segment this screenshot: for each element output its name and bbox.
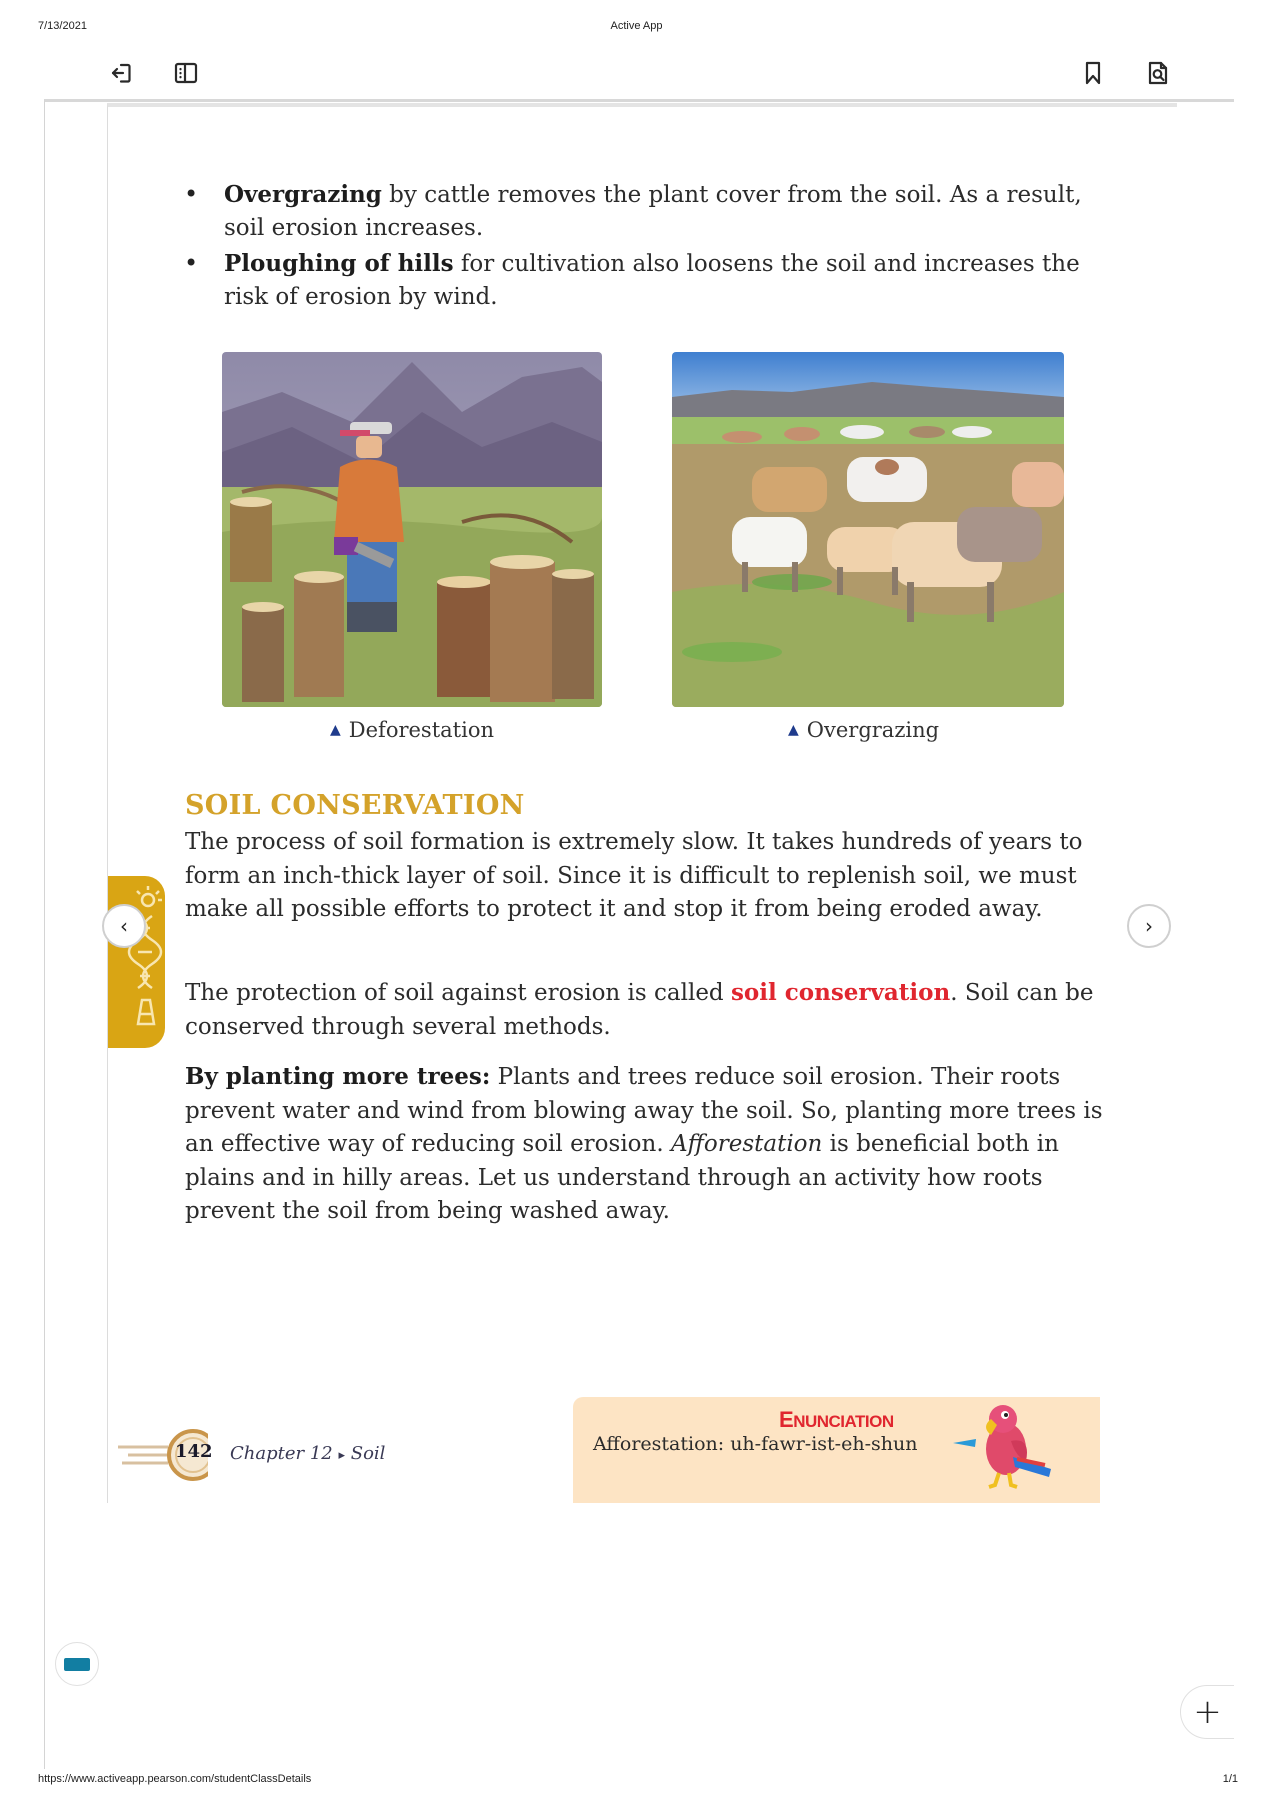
text: Plants and trees reduce soil erosion. Their roots prevent water and wind from blowing away the soil. So, planting more trees is an effective way of reducing soil erosion. (185, 1064, 1103, 1157)
print-page-count: 1/1 (1222, 1773, 1238, 1785)
sidebar-toggle-icon (173, 60, 199, 86)
deforestation-illustration (222, 352, 602, 707)
sidebar-toggle-button[interactable] (171, 58, 201, 88)
method-heading: By planting more trees: (185, 1063, 491, 1090)
paragraph-soil-conservation-definition (185, 976, 1105, 1044)
bullet-list (180, 178, 1100, 316)
enunciation-box (573, 1397, 1100, 1503)
overgrazing-illustration (672, 352, 1064, 707)
bullet-text: for cultivation also loosens the soil and increases the risk of erosion by wind. (224, 251, 1080, 310)
caption-text: Deforestation (348, 718, 494, 742)
notes-button[interactable] (55, 1642, 99, 1686)
text: is beneficial both in plains and in hilly areas. Let us understand through an activity how roots prevent the soil from being washed away. (185, 1131, 1059, 1224)
bullet-term: Overgrazing (224, 181, 382, 208)
bullet-text: by cattle removes the plant cover from the soil. As a result, soil erosion increases. (224, 182, 1082, 241)
page-footer-chapter (118, 1425, 438, 1485)
caption-marker-icon: ▲ (330, 722, 341, 738)
chevron-right-icon: ▸ (338, 1448, 346, 1463)
page-number: 142 (175, 1441, 213, 1462)
text: . Soil can be conserved through several methods. (185, 980, 1094, 1040)
search-document-icon (1145, 60, 1171, 86)
enunciation-title (779, 1407, 894, 1433)
print-date: 7/13/2021 (38, 20, 87, 32)
title-initial: E (779, 1407, 794, 1432)
caption-marker-icon: ▲ (788, 722, 799, 738)
paragraph-soil-formation: The process of soil formation is extremely slow. It takes hundreds of years to form an inch-thick layer of soil. Since it is difficult to replenish soil, we must make all possible efforts to protect it and stop it from being eroded away. (185, 829, 1083, 922)
science-dna-icon (108, 876, 165, 1048)
chevron-left-icon: ‹ (120, 914, 128, 938)
text: The protection of soil against erosion is called (185, 980, 731, 1006)
caption-text: Overgrazing (806, 718, 940, 742)
enunciation-text: Afforestation: uh-fawr-ist-eh-shun (593, 1433, 918, 1455)
next-page-button[interactable] (1127, 904, 1171, 948)
parrot-mascot-icon (951, 1401, 1061, 1491)
print-title: Active App (610, 20, 663, 32)
chapter-breadcrumb (230, 1443, 385, 1464)
figure-caption (788, 718, 939, 742)
plus-icon: + (1193, 1692, 1222, 1732)
previous-page-button[interactable] (102, 904, 146, 948)
exit-icon (109, 60, 135, 86)
exit-button[interactable] (107, 58, 137, 88)
figure-caption (330, 718, 494, 742)
print-url: https://www.activeapp.pearson.com/studentClassDetails (38, 1773, 312, 1785)
section-title: SOIL CONSERVATION (185, 790, 525, 821)
zoom-in-button[interactable] (1180, 1685, 1234, 1739)
paragraph-planting-trees (185, 1060, 1105, 1229)
bullet-term: Ploughing of hills (224, 250, 454, 277)
bullet-item (180, 178, 1100, 245)
highlighted-term[interactable]: soil conservation (730, 979, 951, 1006)
chapter-label: Chapter 12 (230, 1443, 333, 1464)
search-document-button[interactable] (1143, 58, 1173, 88)
topic-label: Soil (350, 1443, 386, 1464)
title-rest: NUNCIATION (793, 1412, 894, 1431)
bookmark-button[interactable] (1078, 58, 1108, 88)
bookmark-icon (1080, 60, 1106, 86)
italic-term: Afforestation (670, 1131, 823, 1157)
notes-icon (64, 1658, 90, 1671)
chevron-right-icon: › (1145, 914, 1153, 938)
bullet-item (180, 247, 1100, 314)
subject-side-tab (108, 876, 165, 1048)
